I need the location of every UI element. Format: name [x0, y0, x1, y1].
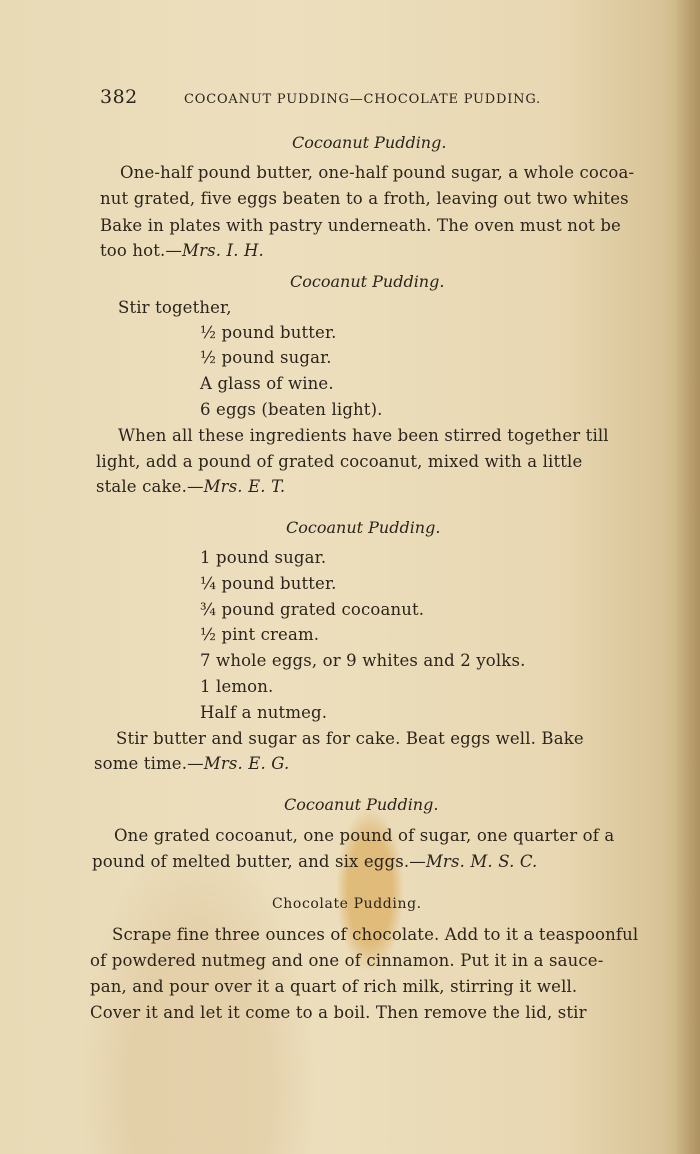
ingredient: ½ pound sugar.	[200, 348, 332, 367]
page-header	[100, 86, 620, 116]
text-line: Bake in plates with pastry underneath. The oven must not be	[100, 216, 621, 235]
text-line-with-attribution	[100, 241, 264, 260]
recipe-title: Cocoanut Pudding.	[292, 133, 447, 152]
recipe-intro: Stir together,	[118, 298, 232, 317]
recipe-title: Cocoanut Pudding.	[284, 795, 439, 814]
text-line: some time.—	[94, 754, 204, 773]
text-line-with-attribution	[94, 754, 289, 773]
ingredient: Half a nutmeg.	[200, 703, 328, 722]
attribution: Mrs. M. S. C.	[425, 852, 538, 871]
running-head: COCOANUT PUDDING—CHOCOLATE PUDDING.	[184, 92, 541, 107]
ingredient: ½ pint cream.	[200, 625, 320, 644]
text-line: pan, and pour over it a quart of rich milk, stirring it well.	[90, 977, 578, 996]
recipe-title: Cocoanut Pudding.	[290, 272, 445, 291]
text-line-with-attribution	[96, 477, 285, 496]
ingredient: 7 whole eggs, or 9 whites and 2 yolks.	[200, 651, 526, 670]
text-line: Cover it and let it come to a boil. Then remove the lid, stir	[90, 1003, 587, 1022]
text-line: One-half pound butter, one-half pound sugar, a whole cocoa-	[120, 163, 635, 182]
ingredient: ¼ pound butter.	[200, 574, 337, 593]
text-line: When all these ingredients have been stirred together till	[118, 426, 609, 445]
attribution: Mrs. E. G.	[203, 754, 290, 773]
recipe-title: Cocoanut Pudding.	[286, 518, 441, 537]
recipe-title: Chocolate Pudding.	[272, 896, 422, 912]
ingredient: A glass of wine.	[200, 374, 334, 393]
page-number: 382	[100, 86, 138, 108]
ingredient: 1 pound sugar.	[200, 548, 327, 567]
text-line: Stir butter and sugar as for cake. Beat eggs well. Bake	[116, 729, 584, 748]
text-line: stale cake.—	[96, 477, 204, 496]
text-line: Scrape fine three ounces of chocolate. Add to it a teaspoonful	[112, 925, 639, 944]
attribution: Mrs. E. T.	[203, 477, 286, 496]
ingredient: 6 eggs (beaten light).	[200, 400, 383, 419]
text-line: One grated cocoanut, one pound of sugar, one quarter of a	[114, 826, 615, 845]
text-line: too hot.—	[100, 241, 183, 260]
attribution: Mrs. I. H.	[182, 241, 264, 260]
text-line: nut grated, five eggs beaten to a froth, leaving out two whites	[100, 189, 629, 208]
text-line: pound of melted butter, and six eggs.—	[92, 852, 426, 871]
ingredient: 1 lemon.	[200, 677, 274, 696]
ingredient: ¾ pound grated cocoanut.	[200, 600, 425, 619]
text-line: of powdered nutmeg and one of cinnamon. Put it in a sauce-	[90, 951, 604, 970]
text-line-with-attribution	[92, 852, 537, 871]
page-edge-shadow	[674, 0, 700, 1154]
ingredient: ½ pound butter.	[200, 323, 337, 342]
text-line: light, add a pound of grated cocoanut, mixed with a little	[96, 452, 583, 471]
